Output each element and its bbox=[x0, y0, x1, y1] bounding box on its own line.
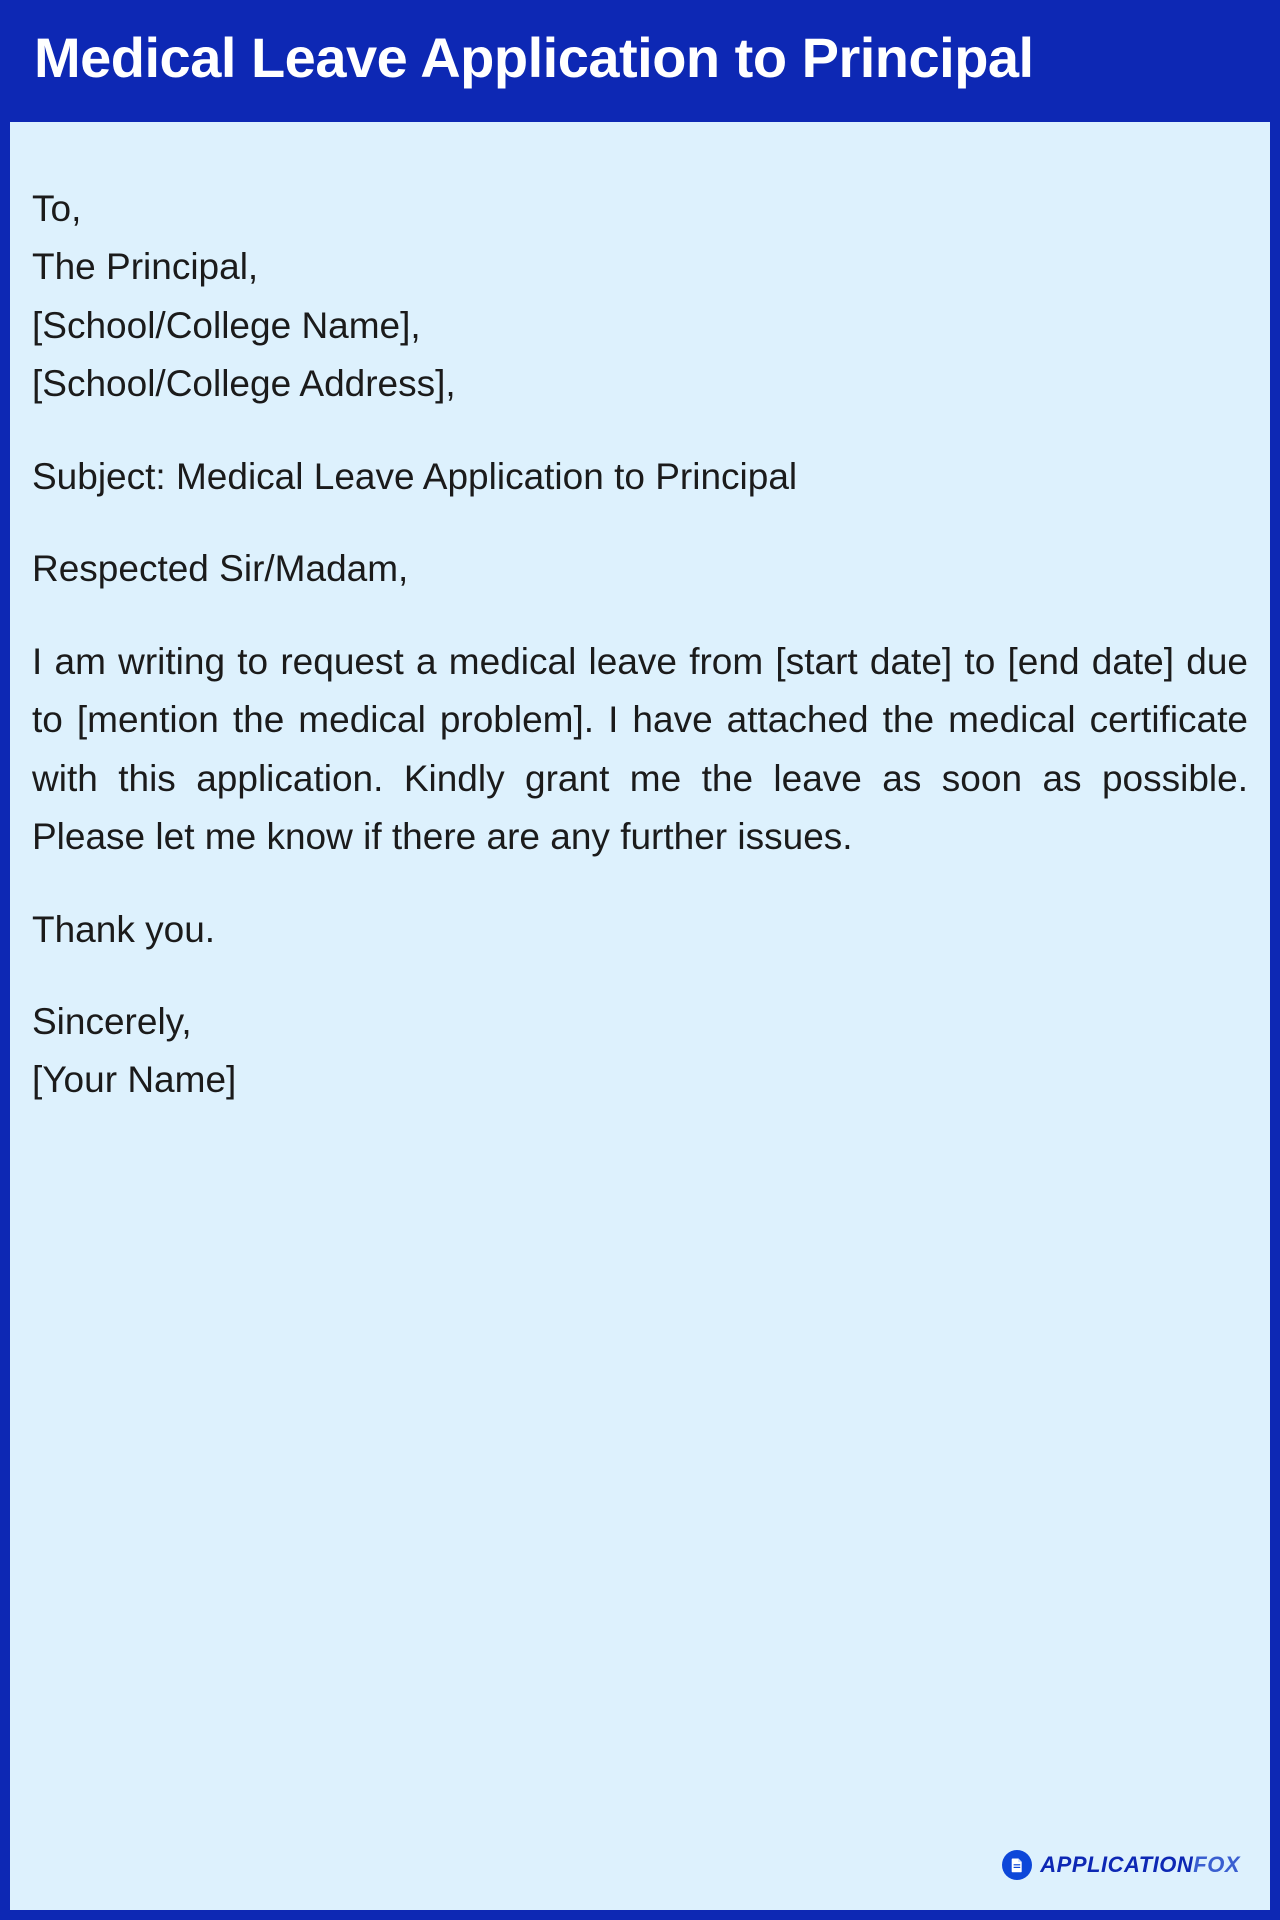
page-title: Medical Leave Application to Principal bbox=[34, 26, 1034, 90]
letter-signature: [Your Name] bbox=[32, 1059, 237, 1101]
letter-content bbox=[32, 180, 1248, 1110]
letter-subject: Subject: Medical Leave Application to Principal bbox=[32, 455, 798, 497]
spacer bbox=[32, 506, 1248, 540]
letter-address: [School/College Address], bbox=[32, 363, 456, 405]
letter-to-line: To, bbox=[32, 188, 82, 229]
brand-name bbox=[1040, 1852, 1240, 1878]
brand-name-primary: APPLICATION bbox=[1040, 1852, 1194, 1877]
spacer bbox=[32, 599, 1248, 633]
letter-closing: Sincerely, bbox=[32, 1000, 192, 1042]
letter-salutation: Respected Sir/Madam, bbox=[32, 548, 409, 590]
brand-footer bbox=[1002, 1850, 1240, 1880]
letter-body-paragraph: I am writing to request a medical leave from [start date] to [end date] due to [mention the medical problem]. I have attached the medical certificate with this application. Kindly grant me the leave as soon as possible. Please let me know if there are any further issues. bbox=[32, 640, 1248, 858]
spacer bbox=[32, 959, 1248, 993]
spacer bbox=[32, 867, 1248, 901]
document-header bbox=[10, 0, 1270, 122]
letter-institution: [School/College Name], bbox=[32, 304, 421, 346]
document-icon bbox=[1002, 1850, 1032, 1880]
letter-recipient: The Principal, bbox=[32, 246, 259, 288]
brand-name-secondary: FOX bbox=[1193, 1852, 1240, 1877]
document-body bbox=[10, 122, 1270, 1910]
letter-thanks: Thank you. bbox=[32, 908, 216, 950]
spacer bbox=[32, 414, 1248, 448]
